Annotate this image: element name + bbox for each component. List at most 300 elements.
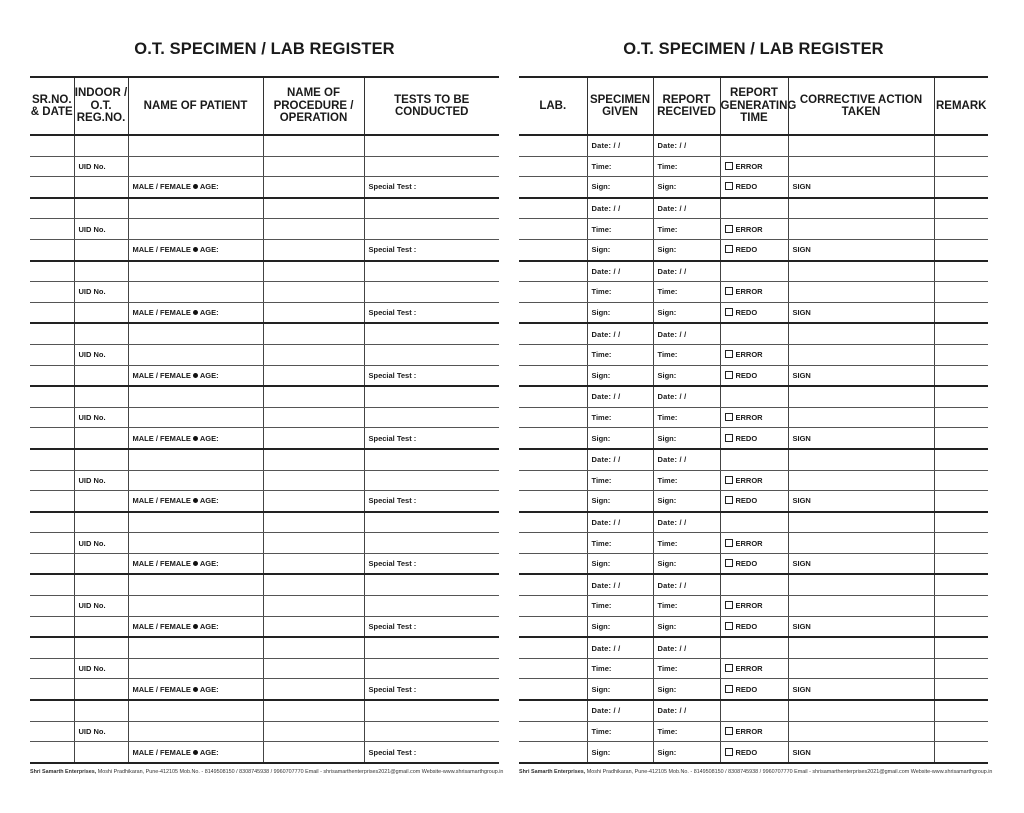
patient-name-cell[interactable]: [128, 470, 263, 491]
remark-cell[interactable]: [934, 198, 988, 219]
corrective-cell[interactable]: [788, 135, 934, 156]
report-sign-cell[interactable]: [653, 616, 720, 637]
remark-cell[interactable]: [934, 302, 988, 323]
uid-cell[interactable]: [74, 596, 128, 617]
tests-cell[interactable]: [364, 261, 499, 282]
lab-cell[interactable]: [519, 512, 587, 533]
sr-date-cell[interactable]: [30, 135, 74, 156]
procedure-cell[interactable]: [263, 407, 364, 428]
special-test-cell[interactable]: [364, 177, 499, 198]
uid-cell[interactable]: [74, 282, 128, 303]
checkbox-icon[interactable]: [725, 308, 733, 316]
tests-cell[interactable]: [364, 219, 499, 240]
specimen-date-cell[interactable]: [587, 700, 653, 721]
report-time-cell[interactable]: [653, 344, 720, 365]
remark-cell[interactable]: [934, 574, 988, 595]
gender-age-cell[interactable]: [128, 365, 263, 386]
patient-name-cell[interactable]: [128, 344, 263, 365]
specimen-time-cell[interactable]: [587, 533, 653, 554]
remark-cell[interactable]: [934, 428, 988, 449]
checkbox-icon[interactable]: [725, 601, 733, 609]
remark-cell[interactable]: [934, 407, 988, 428]
error-cell[interactable]: [720, 219, 788, 240]
remark-cell[interactable]: [934, 616, 988, 637]
special-test-cell[interactable]: [364, 553, 499, 574]
reg-no-cell[interactable]: [74, 302, 128, 323]
procedure-cell[interactable]: [263, 156, 364, 177]
remark-cell[interactable]: [934, 721, 988, 742]
reg-no-cell[interactable]: [74, 177, 128, 198]
report-time-cell[interactable]: [720, 449, 788, 470]
procedure-cell[interactable]: [263, 198, 364, 219]
sr-date-cell[interactable]: [30, 491, 74, 512]
report-time-cell[interactable]: [653, 156, 720, 177]
corrective-cell[interactable]: [788, 386, 934, 407]
specimen-time-cell[interactable]: [587, 407, 653, 428]
checkbox-icon[interactable]: [725, 371, 733, 379]
gender-age-cell[interactable]: [128, 239, 263, 260]
error-cell[interactable]: [720, 407, 788, 428]
reg-no-cell[interactable]: [74, 491, 128, 512]
redo-cell[interactable]: [720, 742, 788, 763]
specimen-time-cell[interactable]: [587, 470, 653, 491]
redo-cell[interactable]: [720, 553, 788, 574]
corrective-sign-cell[interactable]: [788, 491, 934, 512]
report-time-cell[interactable]: [653, 470, 720, 491]
procedure-cell[interactable]: [263, 302, 364, 323]
reg-no-cell[interactable]: [74, 135, 128, 156]
gender-age-cell[interactable]: [128, 177, 263, 198]
lab-cell[interactable]: [519, 282, 587, 303]
specimen-date-cell[interactable]: [587, 198, 653, 219]
error-cell[interactable]: [720, 721, 788, 742]
corrective-cell[interactable]: [788, 198, 934, 219]
remark-cell[interactable]: [934, 679, 988, 700]
uid-cell[interactable]: [74, 156, 128, 177]
report-time-cell[interactable]: [653, 721, 720, 742]
lab-cell[interactable]: [519, 386, 587, 407]
report-sign-cell[interactable]: [653, 679, 720, 700]
sr-date-cell[interactable]: [30, 282, 74, 303]
report-time-cell[interactable]: [720, 261, 788, 282]
report-sign-cell[interactable]: [653, 239, 720, 260]
patient-name-cell[interactable]: [128, 261, 263, 282]
specimen-date-cell[interactable]: [587, 386, 653, 407]
corrective-cell[interactable]: [788, 512, 934, 533]
remark-cell[interactable]: [934, 658, 988, 679]
procedure-cell[interactable]: [263, 637, 364, 658]
patient-name-cell[interactable]: [128, 219, 263, 240]
report-sign-cell[interactable]: [653, 177, 720, 198]
lab-cell[interactable]: [519, 198, 587, 219]
tests-cell[interactable]: [364, 156, 499, 177]
remark-cell[interactable]: [934, 533, 988, 554]
procedure-cell[interactable]: [263, 449, 364, 470]
report-time-cell[interactable]: [653, 596, 720, 617]
tests-cell[interactable]: [364, 449, 499, 470]
corrective-cell[interactable]: [788, 344, 934, 365]
remark-cell[interactable]: [934, 261, 988, 282]
patient-name-cell[interactable]: [128, 449, 263, 470]
specimen-date-cell[interactable]: [587, 637, 653, 658]
report-time-cell[interactable]: [720, 323, 788, 344]
lab-cell[interactable]: [519, 491, 587, 512]
tests-cell[interactable]: [364, 198, 499, 219]
reg-no-cell[interactable]: [74, 700, 128, 721]
special-test-cell[interactable]: [364, 742, 499, 763]
error-cell[interactable]: [720, 596, 788, 617]
specimen-sign-cell[interactable]: [587, 302, 653, 323]
lab-cell[interactable]: [519, 721, 587, 742]
procedure-cell[interactable]: [263, 428, 364, 449]
patient-name-cell[interactable]: [128, 658, 263, 679]
reg-no-cell[interactable]: [74, 449, 128, 470]
remark-cell[interactable]: [934, 700, 988, 721]
lab-cell[interactable]: [519, 344, 587, 365]
corrective-cell[interactable]: [788, 219, 934, 240]
corrective-sign-cell[interactable]: [788, 679, 934, 700]
report-time-cell[interactable]: [720, 135, 788, 156]
specimen-date-cell[interactable]: [587, 261, 653, 282]
checkbox-icon[interactable]: [725, 727, 733, 735]
redo-cell[interactable]: [720, 428, 788, 449]
remark-cell[interactable]: [934, 491, 988, 512]
sr-date-cell[interactable]: [30, 365, 74, 386]
checkbox-icon[interactable]: [725, 685, 733, 693]
checkbox-icon[interactable]: [725, 664, 733, 672]
remark-cell[interactable]: [934, 365, 988, 386]
specimen-time-cell[interactable]: [587, 344, 653, 365]
procedure-cell[interactable]: [263, 282, 364, 303]
error-cell[interactable]: [720, 533, 788, 554]
procedure-cell[interactable]: [263, 658, 364, 679]
procedure-cell[interactable]: [263, 386, 364, 407]
sr-date-cell[interactable]: [30, 512, 74, 533]
redo-cell[interactable]: [720, 302, 788, 323]
report-date-cell[interactable]: [653, 198, 720, 219]
checkbox-icon[interactable]: [725, 350, 733, 358]
remark-cell[interactable]: [934, 637, 988, 658]
patient-name-cell[interactable]: [128, 407, 263, 428]
procedure-cell[interactable]: [263, 470, 364, 491]
checkbox-icon[interactable]: [725, 748, 733, 756]
remark-cell[interactable]: [934, 449, 988, 470]
remark-cell[interactable]: [934, 135, 988, 156]
specimen-date-cell[interactable]: [587, 512, 653, 533]
uid-cell[interactable]: [74, 407, 128, 428]
sr-date-cell[interactable]: [30, 553, 74, 574]
tests-cell[interactable]: [364, 407, 499, 428]
sr-date-cell[interactable]: [30, 156, 74, 177]
report-sign-cell[interactable]: [653, 553, 720, 574]
report-date-cell[interactable]: [653, 449, 720, 470]
corrective-sign-cell[interactable]: [788, 428, 934, 449]
checkbox-icon[interactable]: [725, 622, 733, 630]
tests-cell[interactable]: [364, 282, 499, 303]
corrective-cell[interactable]: [788, 323, 934, 344]
special-test-cell[interactable]: [364, 302, 499, 323]
sr-date-cell[interactable]: [30, 470, 74, 491]
remark-cell[interactable]: [934, 177, 988, 198]
procedure-cell[interactable]: [263, 135, 364, 156]
lab-cell[interactable]: [519, 742, 587, 763]
corrective-sign-cell[interactable]: [788, 239, 934, 260]
lab-cell[interactable]: [519, 637, 587, 658]
redo-cell[interactable]: [720, 239, 788, 260]
procedure-cell[interactable]: [263, 323, 364, 344]
sr-date-cell[interactable]: [30, 261, 74, 282]
lab-cell[interactable]: [519, 533, 587, 554]
remark-cell[interactable]: [934, 156, 988, 177]
uid-cell[interactable]: [74, 219, 128, 240]
checkbox-icon[interactable]: [725, 245, 733, 253]
checkbox-icon[interactable]: [725, 162, 733, 170]
corrective-sign-cell[interactable]: [788, 553, 934, 574]
remark-cell[interactable]: [934, 239, 988, 260]
lab-cell[interactable]: [519, 177, 587, 198]
sr-date-cell[interactable]: [30, 658, 74, 679]
lab-cell[interactable]: [519, 700, 587, 721]
tests-cell[interactable]: [364, 135, 499, 156]
specimen-date-cell[interactable]: [587, 574, 653, 595]
special-test-cell[interactable]: [364, 239, 499, 260]
lab-cell[interactable]: [519, 135, 587, 156]
reg-no-cell[interactable]: [74, 742, 128, 763]
lab-cell[interactable]: [519, 574, 587, 595]
remark-cell[interactable]: [934, 742, 988, 763]
report-time-cell[interactable]: [653, 533, 720, 554]
corrective-sign-cell[interactable]: [788, 177, 934, 198]
reg-no-cell[interactable]: [74, 553, 128, 574]
report-date-cell[interactable]: [653, 512, 720, 533]
corrective-cell[interactable]: [788, 637, 934, 658]
reg-no-cell[interactable]: [74, 616, 128, 637]
lab-cell[interactable]: [519, 302, 587, 323]
tests-cell[interactable]: [364, 658, 499, 679]
patient-name-cell[interactable]: [128, 637, 263, 658]
procedure-cell[interactable]: [263, 574, 364, 595]
redo-cell[interactable]: [720, 679, 788, 700]
redo-cell[interactable]: [720, 616, 788, 637]
error-cell[interactable]: [720, 344, 788, 365]
specimen-sign-cell[interactable]: [587, 428, 653, 449]
lab-cell[interactable]: [519, 553, 587, 574]
procedure-cell[interactable]: [263, 553, 364, 574]
sr-date-cell[interactable]: [30, 721, 74, 742]
patient-name-cell[interactable]: [128, 700, 263, 721]
lab-cell[interactable]: [519, 449, 587, 470]
checkbox-icon[interactable]: [725, 287, 733, 295]
report-sign-cell[interactable]: [653, 365, 720, 386]
procedure-cell[interactable]: [263, 491, 364, 512]
reg-no-cell[interactable]: [74, 428, 128, 449]
corrective-cell[interactable]: [788, 700, 934, 721]
uid-cell[interactable]: [74, 533, 128, 554]
tests-cell[interactable]: [364, 637, 499, 658]
procedure-cell[interactable]: [263, 596, 364, 617]
gender-age-cell[interactable]: [128, 553, 263, 574]
procedure-cell[interactable]: [263, 616, 364, 637]
patient-name-cell[interactable]: [128, 323, 263, 344]
sr-date-cell[interactable]: [30, 679, 74, 700]
patient-name-cell[interactable]: [128, 533, 263, 554]
checkbox-icon[interactable]: [725, 496, 733, 504]
reg-no-cell[interactable]: [74, 261, 128, 282]
procedure-cell[interactable]: [263, 721, 364, 742]
tests-cell[interactable]: [364, 344, 499, 365]
specimen-time-cell[interactable]: [587, 282, 653, 303]
tests-cell[interactable]: [364, 512, 499, 533]
procedure-cell[interactable]: [263, 344, 364, 365]
procedure-cell[interactable]: [263, 679, 364, 700]
specimen-time-cell[interactable]: [587, 596, 653, 617]
corrective-cell[interactable]: [788, 658, 934, 679]
redo-cell[interactable]: [720, 491, 788, 512]
gender-age-cell[interactable]: [128, 679, 263, 700]
remark-cell[interactable]: [934, 470, 988, 491]
specimen-sign-cell[interactable]: [587, 742, 653, 763]
lab-cell[interactable]: [519, 323, 587, 344]
patient-name-cell[interactable]: [128, 574, 263, 595]
sr-date-cell[interactable]: [30, 616, 74, 637]
specimen-date-cell[interactable]: [587, 323, 653, 344]
uid-cell[interactable]: [74, 658, 128, 679]
lab-cell[interactable]: [519, 596, 587, 617]
corrective-cell[interactable]: [788, 156, 934, 177]
checkbox-icon[interactable]: [725, 225, 733, 233]
remark-cell[interactable]: [934, 553, 988, 574]
tests-cell[interactable]: [364, 470, 499, 491]
patient-name-cell[interactable]: [128, 135, 263, 156]
remark-cell[interactable]: [934, 596, 988, 617]
corrective-cell[interactable]: [788, 282, 934, 303]
corrective-cell[interactable]: [788, 574, 934, 595]
special-test-cell[interactable]: [364, 616, 499, 637]
sr-date-cell[interactable]: [30, 533, 74, 554]
gender-age-cell[interactable]: [128, 742, 263, 763]
report-time-cell[interactable]: [720, 700, 788, 721]
uid-cell[interactable]: [74, 470, 128, 491]
patient-name-cell[interactable]: [128, 596, 263, 617]
gender-age-cell[interactable]: [128, 616, 263, 637]
uid-cell[interactable]: [74, 344, 128, 365]
reg-no-cell[interactable]: [74, 198, 128, 219]
patient-name-cell[interactable]: [128, 156, 263, 177]
checkbox-icon[interactable]: [725, 539, 733, 547]
remark-cell[interactable]: [934, 323, 988, 344]
error-cell[interactable]: [720, 156, 788, 177]
specimen-time-cell[interactable]: [587, 658, 653, 679]
tests-cell[interactable]: [364, 596, 499, 617]
patient-name-cell[interactable]: [128, 198, 263, 219]
lab-cell[interactable]: [519, 470, 587, 491]
report-time-cell[interactable]: [720, 198, 788, 219]
report-sign-cell[interactable]: [653, 428, 720, 449]
corrective-cell[interactable]: [788, 721, 934, 742]
sr-date-cell[interactable]: [30, 198, 74, 219]
checkbox-icon[interactable]: [725, 476, 733, 484]
sr-date-cell[interactable]: [30, 177, 74, 198]
procedure-cell[interactable]: [263, 239, 364, 260]
gender-age-cell[interactable]: [128, 302, 263, 323]
lab-cell[interactable]: [519, 428, 587, 449]
sr-date-cell[interactable]: [30, 742, 74, 763]
checkbox-icon[interactable]: [725, 413, 733, 421]
procedure-cell[interactable]: [263, 219, 364, 240]
specimen-sign-cell[interactable]: [587, 616, 653, 637]
report-date-cell[interactable]: [653, 700, 720, 721]
patient-name-cell[interactable]: [128, 721, 263, 742]
sr-date-cell[interactable]: [30, 449, 74, 470]
specimen-date-cell[interactable]: [587, 449, 653, 470]
tests-cell[interactable]: [364, 574, 499, 595]
specimen-time-cell[interactable]: [587, 219, 653, 240]
report-sign-cell[interactable]: [653, 491, 720, 512]
report-date-cell[interactable]: [653, 135, 720, 156]
lab-cell[interactable]: [519, 658, 587, 679]
uid-cell[interactable]: [74, 721, 128, 742]
lab-cell[interactable]: [519, 156, 587, 177]
sr-date-cell[interactable]: [30, 407, 74, 428]
report-date-cell[interactable]: [653, 574, 720, 595]
specimen-sign-cell[interactable]: [587, 679, 653, 700]
corrective-cell[interactable]: [788, 533, 934, 554]
specimen-date-cell[interactable]: [587, 135, 653, 156]
corrective-sign-cell[interactable]: [788, 365, 934, 386]
gender-age-cell[interactable]: [128, 491, 263, 512]
error-cell[interactable]: [720, 282, 788, 303]
sr-date-cell[interactable]: [30, 386, 74, 407]
specimen-time-cell[interactable]: [587, 156, 653, 177]
procedure-cell[interactable]: [263, 261, 364, 282]
error-cell[interactable]: [720, 658, 788, 679]
sr-date-cell[interactable]: [30, 637, 74, 658]
special-test-cell[interactable]: [364, 491, 499, 512]
sr-date-cell[interactable]: [30, 239, 74, 260]
remark-cell[interactable]: [934, 219, 988, 240]
error-cell[interactable]: [720, 470, 788, 491]
lab-cell[interactable]: [519, 219, 587, 240]
tests-cell[interactable]: [364, 700, 499, 721]
corrective-cell[interactable]: [788, 449, 934, 470]
report-date-cell[interactable]: [653, 386, 720, 407]
special-test-cell[interactable]: [364, 428, 499, 449]
corrective-cell[interactable]: [788, 407, 934, 428]
procedure-cell[interactable]: [263, 700, 364, 721]
reg-no-cell[interactable]: [74, 512, 128, 533]
report-time-cell[interactable]: [653, 407, 720, 428]
corrective-sign-cell[interactable]: [788, 302, 934, 323]
redo-cell[interactable]: [720, 365, 788, 386]
report-time-cell[interactable]: [720, 386, 788, 407]
procedure-cell[interactable]: [263, 742, 364, 763]
specimen-time-cell[interactable]: [587, 721, 653, 742]
report-time-cell[interactable]: [720, 574, 788, 595]
reg-no-cell[interactable]: [74, 637, 128, 658]
report-date-cell[interactable]: [653, 637, 720, 658]
tests-cell[interactable]: [364, 533, 499, 554]
gender-age-cell[interactable]: [128, 428, 263, 449]
remark-cell[interactable]: [934, 512, 988, 533]
procedure-cell[interactable]: [263, 533, 364, 554]
corrective-cell[interactable]: [788, 470, 934, 491]
sr-date-cell[interactable]: [30, 428, 74, 449]
corrective-cell[interactable]: [788, 261, 934, 282]
report-time-cell[interactable]: [653, 658, 720, 679]
procedure-cell[interactable]: [263, 365, 364, 386]
reg-no-cell[interactable]: [74, 679, 128, 700]
tests-cell[interactable]: [364, 323, 499, 344]
